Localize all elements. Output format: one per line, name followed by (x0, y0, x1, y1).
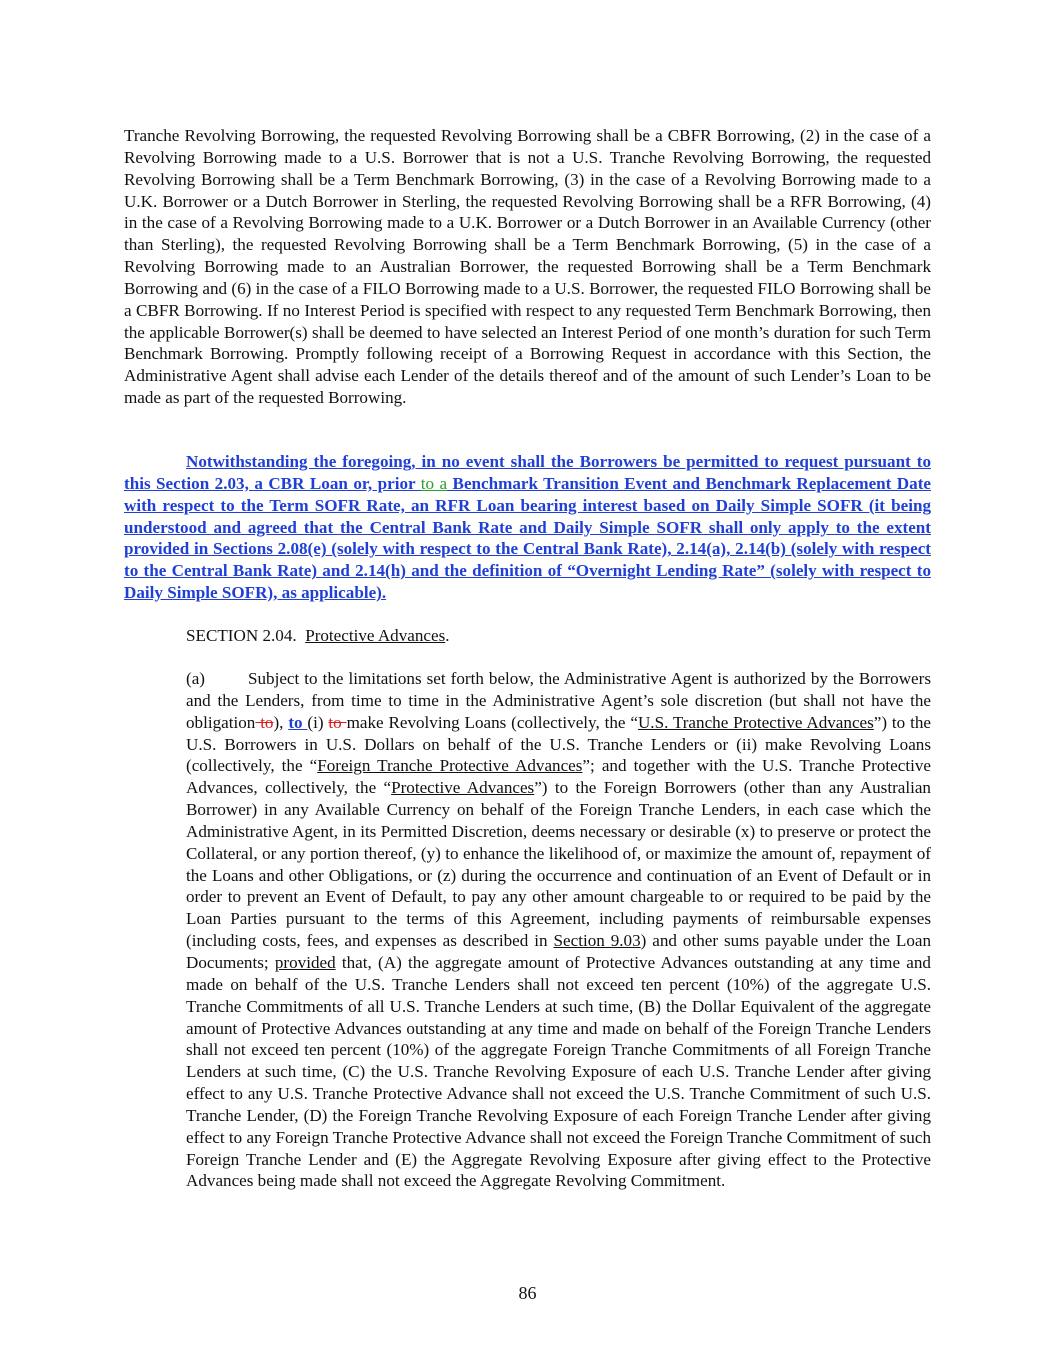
section-reference: Section 9.03 (553, 931, 641, 951)
inserted-text-part2: Benchmark Transition Event and Benchmark Replacement Date with respect to the Term SOFR Rate, an RFR Loan bearing interest based on Daily Simple SOFR (it being understood and agreed that the Central Bank Rate and Daily Simple SOFR shall only apply to the extent provided in Sections 2.08(e) (solely with respect to the Central Bank Rate), 2.14(a), 2.14(b) (solely with respect to the Central Bank Rate) and 2.14(h) and the definition of “Overnight Lending Rate” (solely with respect to Daily Simple SOFR), as applicable). (124, 473, 931, 603)
page-number: 86 (518, 1283, 537, 1303)
text-segment: ) and other sums payable under the Loan Documents; (186, 931, 931, 972)
text-segment: (i) (307, 712, 329, 732)
deleted-text: to (255, 712, 274, 732)
section-heading (186, 625, 450, 647)
text-segment: Subject to the limitations set forth below, the Administrative Agent is authorized by the Borrowers and the Lenders, from time to time in the Administrative Agent’s sole discretion (but shall not have the obligation (186, 669, 931, 732)
section-heading-end: . (445, 626, 450, 645)
subsection-label: (a) (186, 669, 205, 688)
moved-text: to a (420, 473, 448, 493)
section-number: SECTION 2.04. (186, 626, 297, 645)
paragraph-continuation: Tranche Revolving Borrowing, the requested Revolving Borrowing shall be a CBFR Borrowing, (2) in the case of a Revolving Borrowing made to a U.S. Borrower that is not a U.S. Tranche Revolving Borrowing, the requested Revolving Borrowing shall be a Term Benchmark Borrowing, (3) in the case of a Revolving Borrowing made to a U.K. Borrower or a Dutch Borrower in Sterling, the requested Revolving Borrowing shall be a RFR Borrowing, (4) in the case of a Revolving Borrowing made to a U.K. Borrower or a Dutch Borrower in an Available Currency (other than Sterling), the requested Revolving Borrowing shall be a Term Benchmark Borrowing, (5) in the case of a Revolving Borrowing made to an Australian Borrower, the requested Borrowing shall be a Term Benchmark Borrowing and (6) in the case of a FILO Borrowing made to a U.S. Borrower, the requested FILO Borrowing shall be a CBFR Borrowing. If no Interest Period is specified with respect to any requested Term Benchmark Borrowing, then the applicable Borrower(s) shall be deemed to have selected an Interest Period of one month’s duration for such Term Benchmark Borrowing. Promptly following receipt of a Borrowing Request in accordance with this Section, the Administrative Agent shall advise each Lender of the details thereof and of the amount of such Lender’s Loan to be made as part of the requested Borrowing. (124, 126, 931, 408)
inserted-text-part1: Notwithstanding the foregoing, in no event shall the Borrowers be permitted to request pursuant to this Section 2.03, a CBR Loan or, prior (124, 452, 931, 493)
subsection-a (186, 668, 931, 1192)
text-segment: ”) to the Foreign Borrowers (other than any Australian Borrower) in any Available Currency on behalf of the Foreign Tranche Lenders, in each case which the Administrative Agent, in its Permitted Discretion, deems necessary or desirable (x) to preserve or protect the Collateral, or any portion thereof, (y) to enhance the likelihood of, or maximize the amount of, repayment of the Loans and other Obligations, or (z) during the occurrence and continuation of an Event of Default or in order to prevent an Event of Default, to pay any other amount chargeable to or required to be paid by the Loan Parties pursuant to the terms of this Agreement, including payments of reimbursable expenses (including costs, fees, and expenses as described in (186, 778, 931, 951)
inserted-text: to (288, 712, 308, 732)
text-segment: make Revolving Loans (collectively, the “ (346, 712, 638, 732)
text-segment: ”) to the U.S. Borrowers in U.S. Dollars on behalf of the U.S. Tranche Lenders or (ii) make Revolving Loans (collectively, the “ (186, 712, 931, 776)
inserted-paragraph (124, 451, 931, 604)
defined-term: U.S. Tranche Protective Advances (637, 712, 874, 732)
defined-term: Foreign Tranche Protective Advances (317, 756, 583, 776)
text-segment: ”; and together with the U.S. Tranche Protective Advances, collectively, the “ (186, 756, 931, 798)
defined-term: provided (274, 952, 336, 972)
defined-term: Protective Advances (391, 778, 535, 798)
text-segment: ), (273, 712, 289, 732)
deleted-text: to (328, 712, 347, 732)
section-title: Protective Advances (305, 626, 446, 645)
text-segment: that, (A) the aggregate amount of Protective Advances outstanding at any time and made on behalf of the U.S. Tranche Lenders shall not exceed ten percent (10%) of the aggregate U.S. Tranche Commitments of all U.S. Tranche Lenders at such time, (B) the Dollar Equivalent of the aggregate amount of Protective Advances outstanding at any time and made on behalf of the Foreign Tranche Lenders shall not exceed ten percent (10%) of the aggregate Foreign Tranche Commitments of all Foreign Tranche Lenders at such time, (C) the U.S. Tranche Revolving Exposure of each U.S. Tranche Lender after giving effect to any U.S. Tranche Protective Advance shall not exceed the U.S. Tranche Commitment of such U.S. Tranche Lender, (D) the Foreign Tranche Revolving Exposure of each Foreign Tranche Lender after giving effect to any Foreign Tranche Protective Advance shall not exceed the Foreign Tranche Commitment of such Foreign Tranche Lender and (E) the Aggregate Revolving Exposure after giving effect to the Protective Advances being made shall not exceed the Aggregate Revolving Commitment. (186, 952, 931, 1191)
